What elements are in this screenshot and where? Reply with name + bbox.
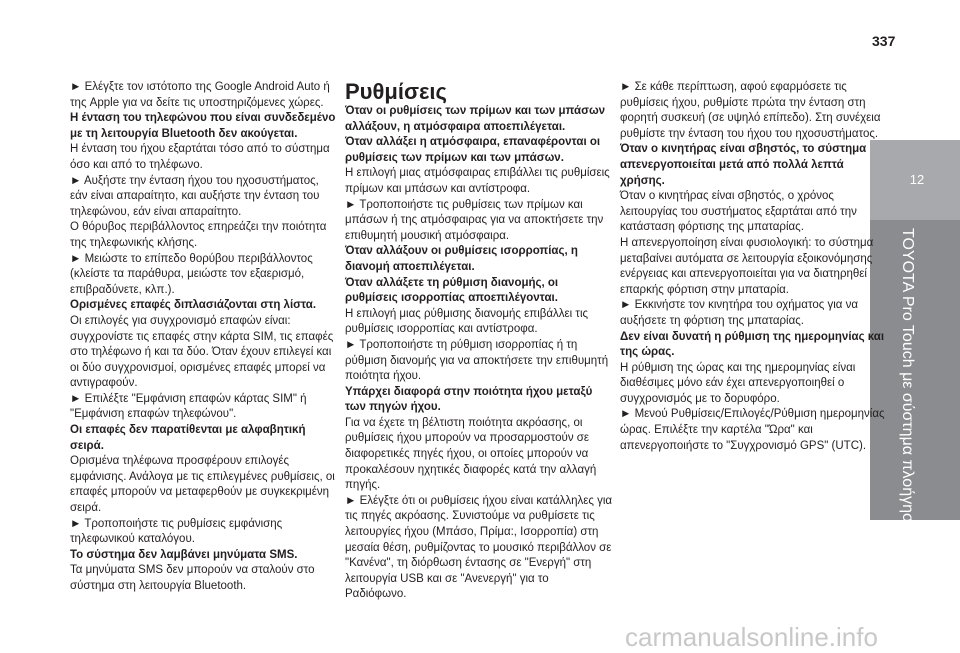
paragraph-heading: Ορισμένες επαφές διπλασιάζονται στη λίστα. <box>70 299 317 312</box>
paragraph-heading: Υπάρχει διαφορά στην ποιότητα ήχου μεταξύ των πηγών ήχου. <box>345 385 593 414</box>
paragraph: Η ρύθμιση της ώρας και της ημερομηνίας είναι διαθέσιμες μόνο εάν έχει απενεργοποιηθεί ο συγχρονισμός με το δορυφόρο. <box>620 361 856 405</box>
paragraph-heading: Όταν ο κινητήρας είναι σβηστός, το σύστημα απενεργοποιείται μετά από πολλά λεπτά χρήσης. <box>620 143 867 187</box>
paragraph-heading: Το σύστημα δεν λαμβάνει μηνύματα SMS. <box>70 548 298 561</box>
paragraph: ► Τροποποιήστε τις ρυθμίσεις εμφάνισης τηλεφωνικού καταλόγου. <box>70 517 283 546</box>
paragraph: Η ένταση του ήχου εξαρτάται τόσο από το σύστημα όσο και από το τηλέφωνο. <box>70 143 330 171</box>
paragraph: ► Τροποποιήστε τη ρύθμιση ισορροπίας ή τη ρύθμιση διανομής για να αποκτήσετε την επιθυμητή ποιότητα ήχου. <box>345 338 609 383</box>
paragraph-heading: Όταν οι ρυθμίσεις των πρίμων και των μπάσων αλλάξουν, η ατμόσφαιρα αποεπιλέγεται. <box>345 105 606 133</box>
paragraph: ► Σε κάθε περίπτωση, αφού εφαρμόσετε τις ρυθμίσεις ήχου, ρυθμίστε πρώτα την ένταση στη φορητή συσκευή (σε υψηλό επίπεδο). Στη συνέχεια ρυθμίστε την ένταση του ήχου του ηχοσυστήματος. <box>620 81 881 140</box>
paragraph: Η απενεργοποίηση είναι φυσιολογική: το σύστημα μεταβαίνει αυτόματα σε λειτουργία εξοικονόμησης ενέργειας και απενεργοποιείται για να διατηρηθεί επαρκής φόρτιση στην μπαταρία. <box>620 236 874 296</box>
chapter-number: 12 <box>909 172 925 187</box>
paragraph: Τα μηνύματα SMS δεν μπορούν να σταλούν στο σύστημα στη λειτουργία Bluetooth. <box>70 564 315 592</box>
paragraph: Για να έχετε τη βέλτιστη ποιότητα ακρόασης, οι ρυθμίσεις ήχου μπορούν να προσαρμοστούν σε διαφορετικές πηγές ήχου, οι οποίες μπορούν να προκαλέσουν ηχητικές διαφορές κατά την αλλαγή πηγής. <box>345 416 597 492</box>
page-number: 337 <box>872 33 896 49</box>
watermark: carmanualsonline.info <box>625 622 878 652</box>
paragraph: Ορισμένα τηλέφωνα προσφέρουν επιλογές εμφάνισης. Ανάλογα με τις επιλεγμένες ρυθμίσεις, οι επαφές μπορούν να μεταφερθούν με συγκεκριμένη σειρά. <box>70 455 335 515</box>
paragraph-heading: Όταν αλλάξουν οι ρυθμίσεις ισορροπίας, η διανομή αποεπιλέγεται. <box>345 245 578 273</box>
paragraph-heading: Όταν αλλάξει η ατμόσφαιρα, επαναφέρονται οι ρυθμίσεις των πρίμων και των μπάσων. <box>345 136 601 164</box>
column-2 <box>345 80 613 603</box>
paragraph-heading: Όταν αλλάξετε τη ρύθμιση διανομής, οι ρυθμίσεις ισορροπίας αποεπιλέγονται. <box>345 276 559 305</box>
paragraph: ► Ελέγξτε ότι οι ρυθμίσεις ήχου είναι κατάλληλες για τις πηγές ακρόασης. Συνιστούμε να ρυθμίσετε τις λειτουργίες ήχου (Μπάσο, Πρίμα:, Ισορροπία) στη μεσαία θέση, ρυθμίζοντας το μουσικό περιβάλλον σε "Κανένα", τη διόρθωση έντασης σε "Ενεργή" στη λειτουργία USB και σε "Ανενεργή" για το Ραδιόφωνο. <box>345 494 613 601</box>
paragraph: ► Επιλέξτε "Εμφάνιση επαφών κάρτας SIM" ή "Εμφάνιση επαφών τηλεφώνου". <box>70 392 307 421</box>
paragraph: ► Μειώστε το επίπεδο θορύβου περιβάλλοντος (κλείστε τα παράθυρα, μειώστε τον εξαερισμό, επιβραδύνετε, κλπ.). <box>70 252 313 296</box>
paragraph: Όταν ο κινητήρας είναι σβηστός, ο χρόνος λειτουργίας του συστήματος εξαρτάται από την κατάσταση φόρτισης της μπαταρίας. <box>620 190 857 234</box>
paragraph: ► Αυξήστε την ένταση ήχου του ηχοσυστήματος, εάν είναι απαραίτητο, και αυξήστε την ένταση του τηλεφώνου, εάν είναι απαραίτητο. <box>70 174 320 218</box>
section-heading: Ρυθμίσεις <box>345 79 447 104</box>
column-3 <box>620 80 888 454</box>
paragraph: ► Μενού Ρυθμίσεις/Επιλογές/Ρύθμιση ημερομηνίας ώρας. Επιλέξτε την καρτέλα "Ώρα" και απενεργοποιήστε το "Συγχρονισμό GPS" (UTC). <box>620 408 885 452</box>
paragraph: ► Εκκινήστε τον κινητήρα του οχήματος για να αυξήσετε τη φόρτιση της μπαταρίας. <box>620 299 859 327</box>
paragraph-heading: Οι επαφές δεν παρατίθενται με αλφαβητική σειρά. <box>70 424 306 452</box>
paragraph: Οι επιλογές για συγχρονισμό επαφών είναι: συγχρονίστε τις επαφές στην κάρτα SIM, τις επαφές στο τηλέφωνο ή και τα δύο. Όταν έχουν επιλεγεί και οι δύο συγχρονισμοί, ορισμένες επαφές μπορεί να αντιγραφούν. <box>70 314 334 390</box>
column-1 <box>70 80 338 595</box>
paragraph: Η επιλογή μιας ατμόσφαιρας επιβάλλει τις ρυθμίσεις πρίμων και μπάσων και αντίστροφα. <box>345 167 610 195</box>
paragraph: Η επιλογή μιας ρύθμισης διανομής επιβάλλει τις ρυθμίσεις ισορροπίας και αντίστροφα. <box>345 307 589 336</box>
paragraph: ► Ελέγξτε τον ιστότοπο της Google Android Auto ή της Apple για να δείτε τις υποστηριζόμενες χώρες. <box>70 81 330 109</box>
paragraph-heading: Δεν είναι δυνατή η ρύθμιση της ημερομηνίας και της ώρας. <box>620 330 885 359</box>
paragraph: ► Τροποποιήστε τις ρυθμίσεις των πρίμων και μπάσων ή της ατμόσφαιρας για να αποκτήσετε την επιθυμητή μουσική ατμόσφαιρα. <box>345 198 604 242</box>
paragraph: Ο θόρυβος περιβάλλοντος επηρεάζει την ποιότητα της τηλεφωνικής κλήσης. <box>70 221 327 249</box>
chapter-title: TOYOTA Pro Touch με σύστημα πλοήγησης <box>899 228 916 540</box>
paragraph-heading: Η ένταση του τηλεφώνου που είναι συνδεδεμένο με τη λειτουργία Bluetooth δεν ακούγεται. <box>70 112 336 140</box>
